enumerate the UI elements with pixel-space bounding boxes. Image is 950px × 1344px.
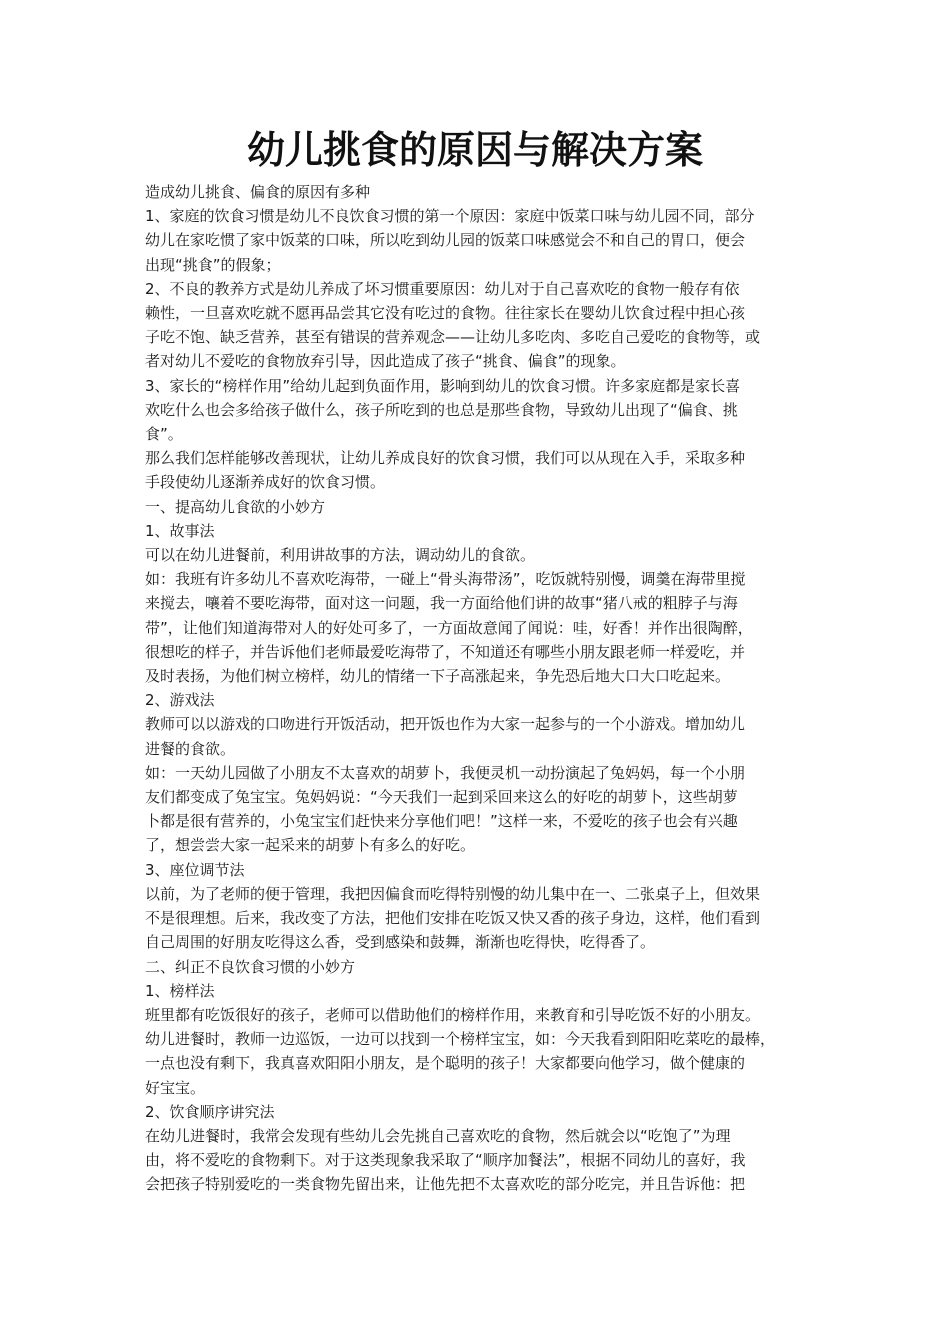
text-line: 3、座位调节法 — [145, 860, 245, 879]
text-line: 赖性，一旦喜欢吃就不愿再品尝其它没有吃过的食物。往往家长在婴幼儿饮食过程中担心孩 — [145, 304, 746, 323]
text-line: 如：我班有许多幼儿不喜欢吃海带，一碰上“骨头海带汤”，吃饭就特别慢，调羹在海带里搅 — [145, 570, 746, 589]
text-line: 1、家庭的饮食习惯是幼儿不良饮食习惯的第一个原因：家庭中饭菜口味与幼儿园不同，部分 — [145, 207, 755, 226]
text-line: 欢吃什么也会多给孩子做什么，孩子所吃到的也总是那些食物，导致幼儿出现了“偏食、挑 — [145, 400, 738, 419]
text-line: 来搅去，嚷着不要吃海带，面对这一问题，我一方面给他们讲的故事“猪八戒的粗脖子与海 — [145, 594, 738, 613]
text-line: 卜都是很有营养的，小兔宝宝们赶快来分享他们吧！”这样一来，不爱吃的孩子也会有兴趣 — [145, 812, 738, 831]
text-line: 自己周围的好朋友吃得这么香，受到感染和鼓舞，渐渐也吃得快，吃得香了。 — [145, 933, 656, 952]
text-line: 2、不良的教养方式是幼儿养成了坏习惯重要原因：幼儿对于自己喜欢吃的食物一般存有依 — [145, 279, 740, 298]
text-line: 2、游戏法 — [145, 691, 215, 710]
text-line: 造成幼儿挑食、偏食的原因有多种 — [145, 183, 371, 201]
text-line: 那么我们怎样能够改善现状，让幼儿养成良好的饮食习惯，我们可以从现在入手，采取多种 — [145, 449, 746, 468]
text-line: 友们都变成了兔宝宝。兔妈妈说：“今天我们一起到采回来这么的好吃的胡萝卜，这些胡萝 — [145, 788, 738, 807]
text-line: 在幼儿进餐时，我常会发现有些幼儿会先挑自己喜欢吃的食物，然后就会以“吃饱了”为理 — [145, 1126, 731, 1145]
text-line: 不是很理想。后来，我改变了方法，把他们安排在吃饭又快又香的孩子身边，这样，他们看到 — [145, 909, 761, 928]
text-line: 1、故事法 — [145, 521, 215, 540]
text-line: 子吃不饱、缺乏营养，甚至有错误的营养观念——让幼儿多吃肉、多吃自己爱吃的食物等，或 — [145, 328, 761, 347]
text-line: 3、家长的“榜样作用”给幼儿起到负面作用，影响到幼儿的饮食习惯。许多家庭都是家长喜 — [145, 376, 741, 395]
document-body — [145, 180, 813, 1197]
text-line: 幼儿进餐时，教师一边巡饭，一边可以找到一个榜样宝宝，如：今天我看到阳阳吃菜吃的最棒， — [145, 1030, 776, 1049]
text-line: 带”，让他们知道海带对人的好处可多了，一方面故意闻了闻说：哇，好香！并作出很陶醉， — [145, 618, 753, 637]
text-line: 教师可以以游戏的口吻进行开饭活动，把开饭也作为大家一起参与的一个小游戏。增加幼儿 — [145, 715, 746, 734]
text-line: 一点也没有剩下，我真喜欢阳阳小朋友，是个聪明的孩子！大家都要向他学习，做个健康的 — [145, 1054, 746, 1073]
text-line: 由，将不爱吃的食物剩下。对于这类现象我采取了“顺序加餐法”，根据不同幼儿的喜好，我 — [145, 1151, 746, 1170]
text-line: 好宝宝。 — [145, 1078, 206, 1097]
text-line: 出现“挑食”的假象； — [145, 255, 281, 274]
text-line: 以前，为了老师的便于管理，我把因偏食而吃得特别慢的幼儿集中在一、二张桌子上，但效果 — [145, 884, 761, 903]
text-line: 进餐的食欲。 — [145, 739, 236, 758]
text-line: 很想吃的样子，并告诉他们老师最爱吃海带了，不知道还有哪些小朋友跟老师一样爱吃，并 — [145, 642, 746, 661]
page-title: 幼儿挑食的原因与解决方案 — [246, 127, 703, 172]
text-line: 二、纠正不良饮食习惯的小妙方 — [145, 957, 356, 976]
text-line: 可以在幼儿进餐前，利用讲故事的方法，调动幼儿的食欲。 — [145, 546, 536, 565]
text-line: 班里都有吃饭很好的孩子，老师可以借助他们的榜样作用，来教育和引导吃饭不好的小朋友。 — [145, 1005, 761, 1024]
text-line: 幼儿在家吃惯了家中饭菜的口味，所以吃到幼儿园的饭菜口味感觉会不和自己的胃口，便会 — [145, 231, 746, 250]
text-line: 如：一天幼儿园做了小朋友不太喜欢的胡萝卜，我便灵机一动扮演起了兔妈妈，每一个小朋 — [145, 763, 746, 782]
text-line: 2、饮食顺序讲究法 — [145, 1102, 275, 1121]
text-line: 1、榜样法 — [145, 981, 215, 1000]
text-line: 及时表扬，为他们树立榜样，幼儿的情绪一下子高涨起来，争先恐后地大口大口吃起来。 — [145, 667, 731, 686]
text-line: 一、提高幼儿食欲的小妙方 — [145, 497, 326, 516]
text-line: 手段使幼儿逐渐养成好的饮食习惯。 — [145, 473, 386, 492]
text-line: 者对幼儿不爱吃的食物放弃引导，因此造成了孩子“挑食、偏食”的现象。 — [145, 352, 626, 371]
text-line: 了，想尝尝大家一起采来的胡萝卜有多么的好吃。 — [145, 836, 476, 855]
text-line: 食”。 — [145, 425, 183, 444]
text-line: 会把孩子特别爱吃的一类食物先留出来，让他先把不太喜欢吃的部分吃完，并且告诉他：把 — [145, 1175, 746, 1194]
